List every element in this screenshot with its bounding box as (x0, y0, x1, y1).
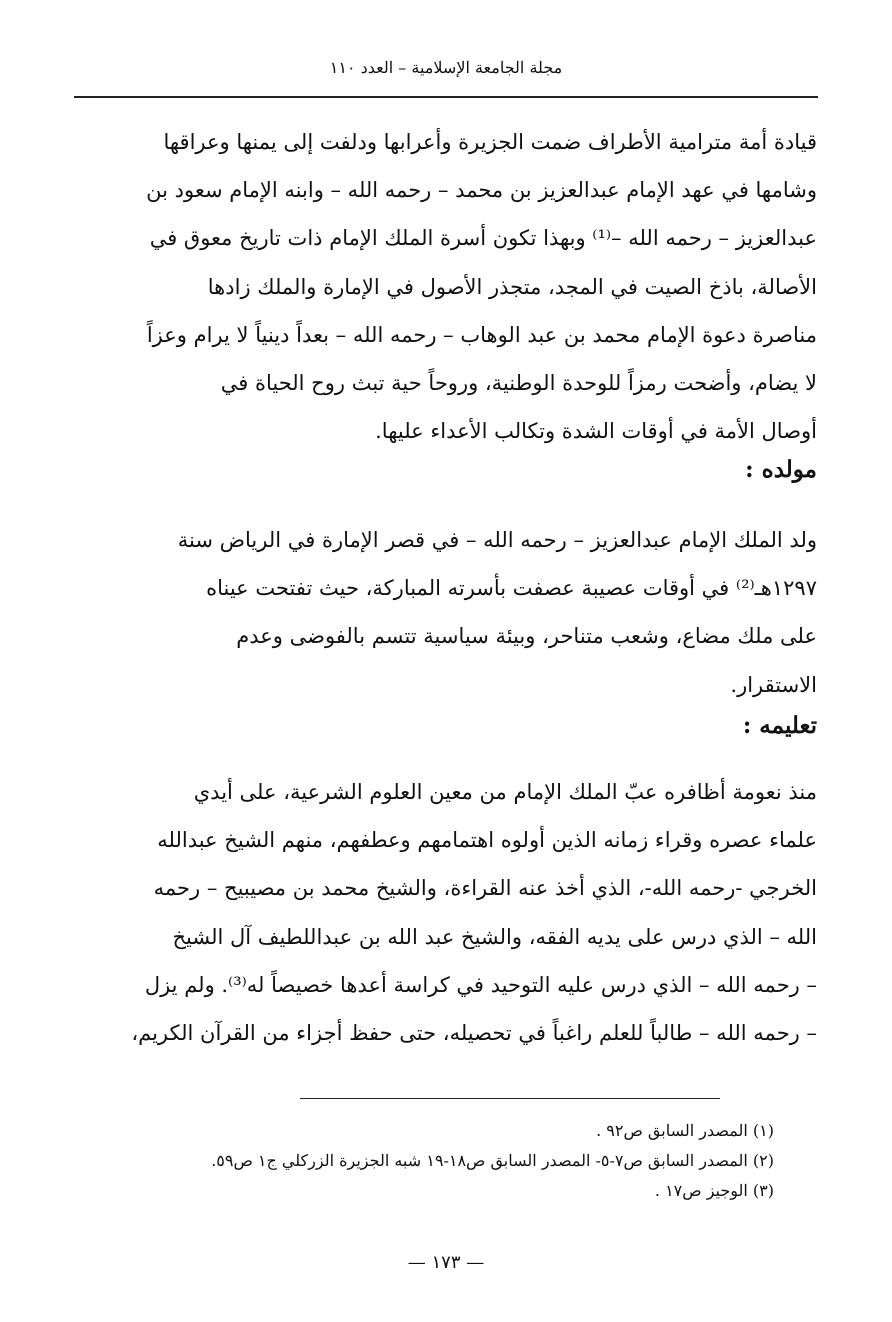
paragraph-line: وشامها في عهد الإمام عبدالعزيز بن محمد – رحمه الله – وابنه الإمام سعود بن (146, 178, 817, 203)
education-paragraph (97, 768, 817, 1057)
paragraph-line: أوصال الأمة في أوقات الشدة وتكالب الأعداء عليها. (375, 419, 817, 444)
paragraph-line: الخرجي -رحمه الله-، الذي أخذ عنه القراءة، والشيخ محمد بن مصيبيح – رحمه (153, 876, 817, 901)
paragraph-line: ١٢٩٧هـ⁽²⁾ في أوقات عصيبة عصفت بأسرته المباركة، حيث تفتحت عيناه (206, 576, 817, 601)
paragraph-line: عبدالعزيز – رحمه الله –⁽¹⁾ وبهذا تكون أسرة الملك الإمام ذات تاريخ معوق في (149, 226, 817, 251)
section-heading-education: تعليمه : (742, 712, 817, 739)
page-number: — ١٧٣ — (407, 1252, 485, 1273)
paragraph-line: الاستقرار. (730, 672, 817, 697)
paragraph-line: قيادة أمة مترامية الأطراف ضمت الجزيرة وأعرابها ودلفت إلى يمنها وعراقها (163, 130, 817, 154)
paragraph-line: مناصرة دعوة الإمام محمد بن عبد الوهاب – رحمه الله – بعداً دينياً لا يرام وعزاً (146, 322, 817, 347)
running-head: مجلة الجامعة الإسلامية – العدد ١١٠ (329, 58, 563, 77)
paragraph-line: – رحمه الله – طالباً للعلم راغباً في تحصيله، حتى حفظ أجزاء من القرآن الكريم، (131, 1020, 817, 1045)
section-heading-birth: مولده : (745, 456, 817, 483)
footnotes (74, 1116, 774, 1206)
paragraph-line: ولد الملك الإمام عبدالعزيز – رحمه الله – في قصر الإمارة في الرياض سنة (177, 528, 817, 552)
paragraph-line: الأصالة، باذخ الصيت في المجد، متجذر الأصول في الإمارة والملك زادها (207, 274, 817, 299)
footnote: (١) المصدر السابق ص٩٢ . (596, 1121, 774, 1140)
intro-paragraph (97, 118, 817, 455)
paragraph-line: علماء عصره وقراء زمانه الذين أولوه اهتمامهم وعطفهم، منهم الشيخ عبدالله (157, 828, 817, 853)
paragraph-line: الله – الذي درس على يديه الفقه، والشيخ عبد الله بن عبداللطيف آل الشيخ (172, 924, 817, 949)
footnote-rule (300, 1098, 720, 1099)
footnote: (٢) المصدر السابق ص٧-٥- المصدر السابق ص١٨-١٩ شبه الجزيرة الزركلي ج١ ص٥٩. (211, 1151, 774, 1170)
birth-paragraph (97, 516, 817, 709)
footnote: (٣) الوجيز ص١٧ . (654, 1181, 774, 1200)
paragraph-line: – رحمه الله – الذي درس عليه التوحيد في كراسة أعدها خصيصاً له⁽³⁾. ولم يزل (144, 972, 817, 997)
header-rule (74, 96, 818, 98)
paragraph-line: منذ نعومة أظافره عبّ الملك الإمام من معين العلوم الشرعية، على أيدي (193, 780, 817, 804)
paragraph-line: على ملك مضاع، وشعب متناحر، وبيئة سياسية تتسم بالفوضى وعدم (236, 624, 817, 649)
paragraph-line: لا يضام، وأضحت رمزاً للوحدة الوطنية، وروحاً حية تبث روح الحياة في (220, 370, 817, 395)
